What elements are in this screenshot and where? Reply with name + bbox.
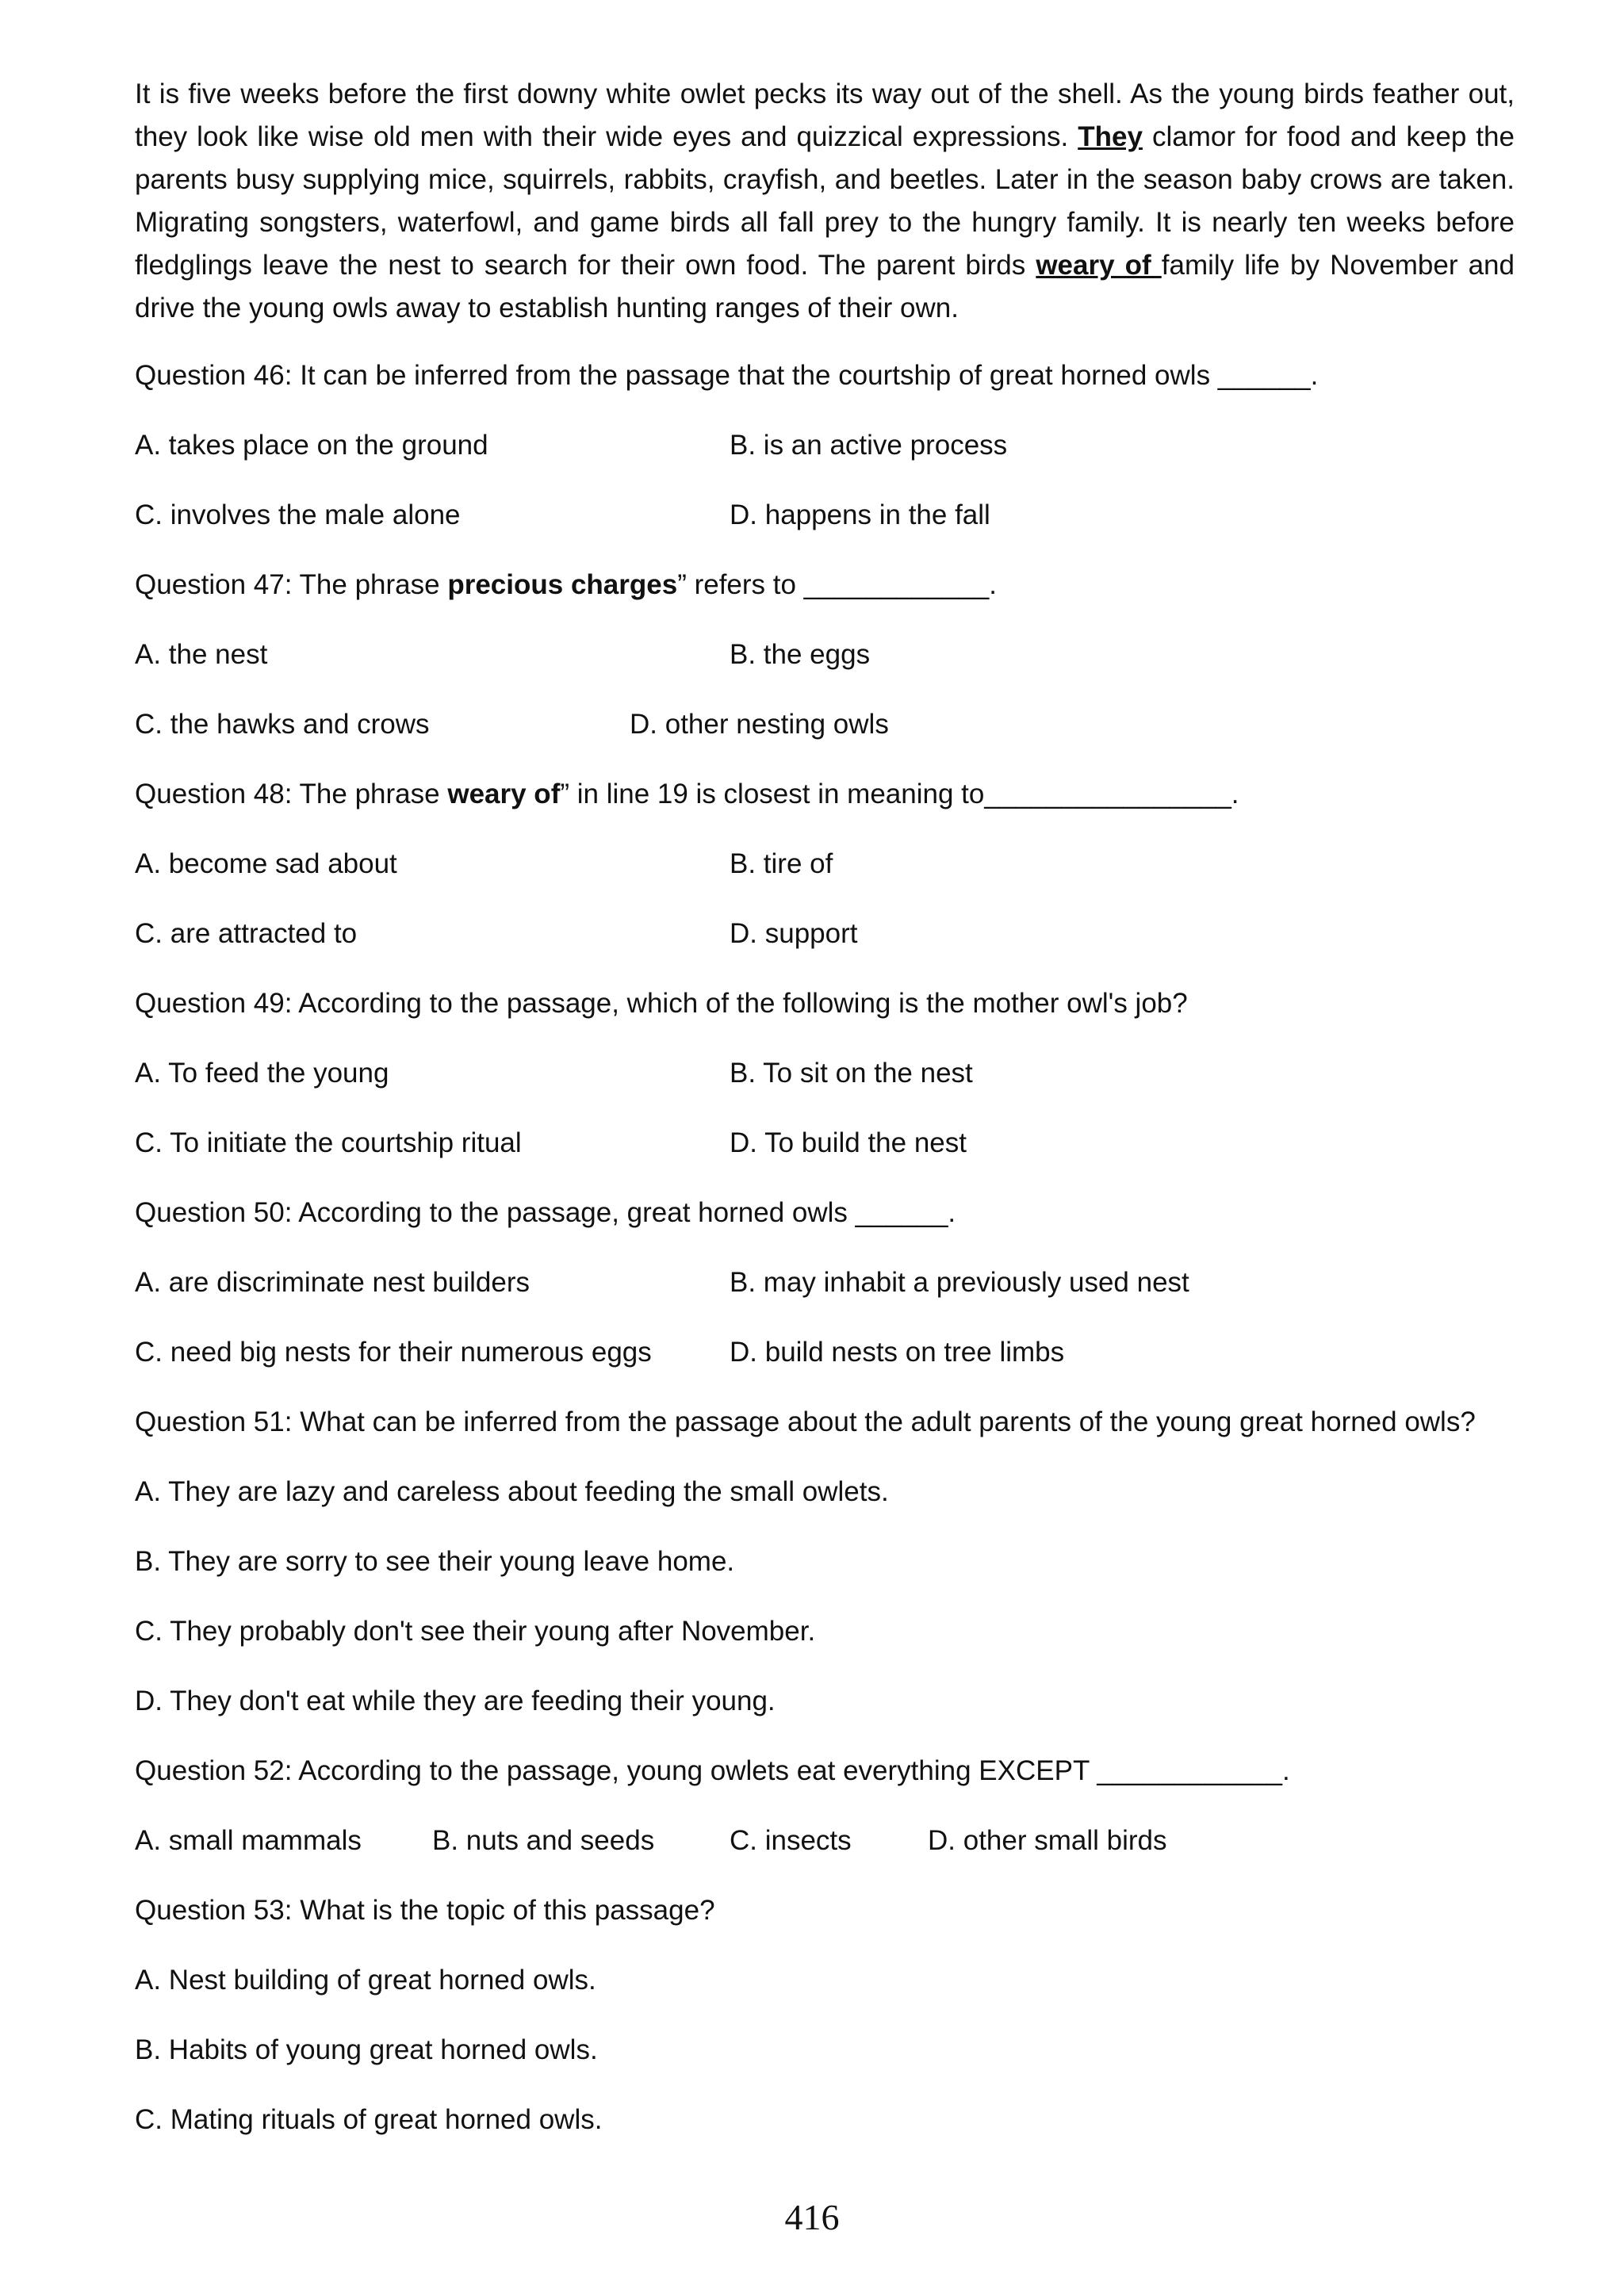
question-50-options-row-2	[135, 1318, 1515, 1387]
q49-option-d: D. To build the nest	[730, 1127, 967, 1158]
question-49-stem: Question 49: According to the passage, which of the following is the mother owl's job?	[135, 988, 1188, 1019]
q47-option-c: C. the hawks and crows	[135, 709, 430, 740]
q50-option-c: C. need big nests for their numerous eggs	[135, 1337, 652, 1368]
passage-text-2: clamor for food and keep the parents busy supplying mice, squirrels, rabbits, crayfish, and beetles. Later in the season baby crows are taken. Migrating songsters, waterfowl, and game birds all fall prey to the hungry family. It is nearly ten weeks before fledglings leave the nest to search for their own food. The parent birds	[135, 121, 1515, 281]
q46-option-c: C. involves the male alone	[135, 499, 461, 530]
q52-option-d: D. other small birds	[928, 1825, 1167, 1856]
q46-option-b: B. is an active process	[730, 430, 1008, 461]
underlined-word-they: They	[1078, 121, 1143, 152]
question-47-options-row-2	[135, 690, 1515, 760]
q50-option-a: A. are discriminate nest builders	[135, 1267, 530, 1298]
q47-stem-post: ” refers to ____________.	[677, 569, 997, 600]
q48-stem-post: ” in line 19 is closest in meaning to________________.	[560, 779, 1239, 809]
question-52-stem: Question 52: According to the passage, young owlets eat everything EXCEPT ____________.	[135, 1755, 1290, 1786]
q49-option-c: C. To initiate the courtship ritual	[135, 1127, 522, 1158]
question-47-stem	[135, 550, 1515, 620]
q46-option-a: A. takes place on the ground	[135, 430, 488, 461]
q51-option-c: C. They probably don't see their young after November.	[135, 1616, 816, 1647]
q49-option-b: B. To sit on the nest	[730, 1058, 973, 1089]
passage-text-3: family life by November and drive the young owls away to establish hunting ranges of their own.	[135, 250, 1515, 323]
question-51-stem: Question 51: What can be inferred from the passage about the adult parents of the young great horned owls?	[135, 1406, 1476, 1437]
q53-option-b: B. Habits of young great horned owls.	[135, 2034, 598, 2065]
question-49-options-row-2	[135, 1108, 1515, 1178]
question-46-options-row-2	[135, 480, 1515, 550]
worksheet-page	[135, 73, 1515, 2155]
question-50-stem: Question 50: According to the passage, great horned owls ______.	[135, 1197, 956, 1228]
q50-option-d: D. build nests on tree limbs	[730, 1337, 1065, 1368]
q51-option-a: A. They are lazy and careless about feeding the small owlets.	[135, 1476, 889, 1507]
question-48-stem	[135, 760, 1515, 829]
q52-option-a: A. small mammals	[135, 1825, 362, 1856]
q47-stem-pre: Question 47: The phrase	[135, 569, 448, 600]
q47-stem-bold-phrase: precious charges	[447, 569, 678, 600]
q47-option-a: A. the nest	[135, 639, 268, 670]
q53-option-c: C. Mating rituals of great horned owls.	[135, 2104, 603, 2135]
passage-text-1: It is five weeks before the first downy white owlet pecks its way out of the shell. As the young birds feather out, they look like wise old men with their wide eyes and quizzical expressions.	[135, 78, 1515, 152]
q46-option-d: D. happens in the fall	[730, 499, 990, 530]
question-52-options-row	[135, 1806, 1515, 1876]
q47-option-b: B. the eggs	[730, 639, 871, 670]
question-46-options-row-1	[135, 411, 1515, 480]
q49-option-a: A. To feed the young	[135, 1058, 389, 1089]
q50-option-b: B. may inhabit a previously used nest	[730, 1267, 1189, 1298]
q51-option-d: D. They don't eat while they are feeding their young.	[135, 1686, 776, 1716]
q48-option-c: C. are attracted to	[135, 918, 358, 949]
q48-option-a: A. become sad about	[135, 848, 397, 879]
q48-option-d: D. support	[730, 918, 858, 949]
question-48-options-row-1	[135, 829, 1515, 899]
reading-passage	[135, 73, 1515, 330]
q47-option-d: D. other nesting owls	[630, 709, 889, 740]
q48-option-b: B. tire of	[730, 848, 833, 879]
question-50-options-row-1	[135, 1248, 1515, 1318]
question-53-stem: Question 53: What is the topic of this passage?	[135, 1895, 715, 1926]
q52-option-b: B. nuts and seeds	[432, 1825, 655, 1856]
q48-stem-pre: Question 48: The phrase	[135, 779, 448, 809]
question-46-stem: Question 46: It can be inferred from the passage that the courtship of great horned owls ______.	[135, 360, 1319, 391]
question-48-options-row-2	[135, 899, 1515, 969]
q53-option-a: A. Nest building of great horned owls.	[135, 1965, 596, 1996]
question-47-options-row-1	[135, 620, 1515, 690]
q51-option-b: B. They are sorry to see their young leave home.	[135, 1546, 735, 1577]
q48-stem-bold-phrase: weary of	[447, 779, 561, 809]
question-49-options-row-1	[135, 1039, 1515, 1108]
page-number: 416	[784, 2197, 840, 2237]
q52-option-c: C. insects	[730, 1825, 852, 1856]
underlined-phrase-weary-of: weary of	[1036, 250, 1162, 281]
